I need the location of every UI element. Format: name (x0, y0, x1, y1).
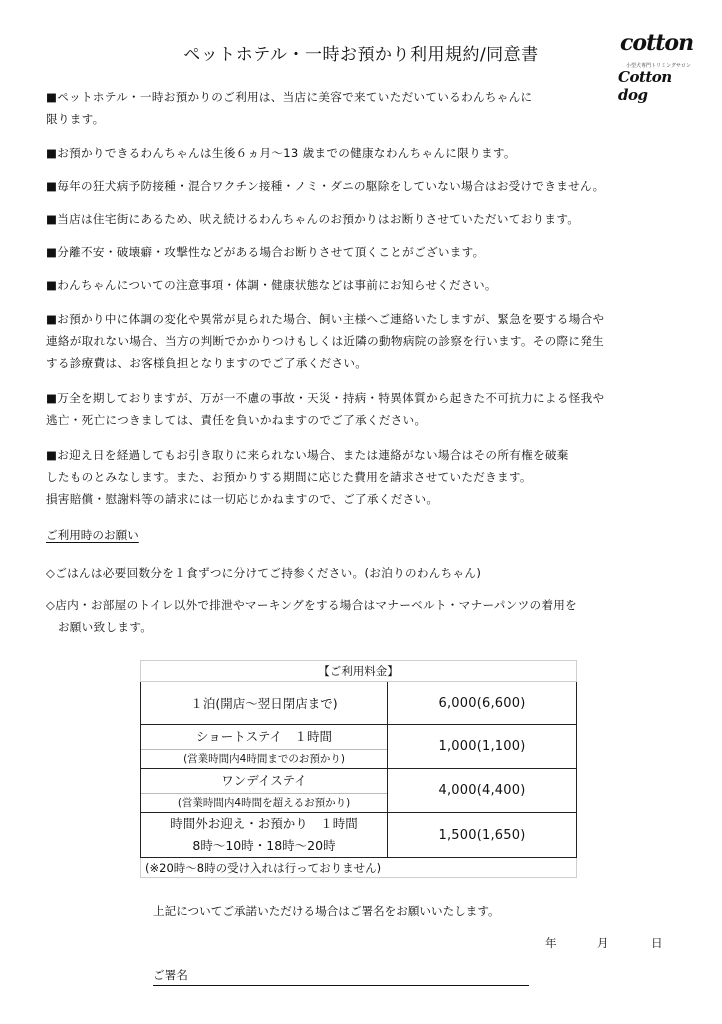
request-1: ◇ごはんは必要回数分を１食ずつに分けてご持参ください。(お泊りのわんちゃん) (46, 566, 482, 580)
date-year-label: 年 (545, 936, 557, 950)
requests-heading: ご利用時のお願い (46, 528, 139, 542)
rule-7: ■お預かり中に体調の変化や異常が見られた場合、飼い主様へご連絡いたしますが、緊急を要する場合や 連絡が取れない場合、当方の判断でかかりつけもしくは近隣の動物病院の診察を行います。その際に発生 する診療費は、お客様負担となりますのでご了承ください。 (46, 312, 605, 370)
rule-1: ■ペットホテル・一時お預かりのご利用は、当店に美容で来ていただいているわんちゃんに 限ります。 (46, 90, 533, 126)
logo-mark: cotton (620, 30, 694, 56)
page-title: ペットホテル・一時お預かり利用規約/同意書 (183, 45, 539, 65)
fee-name: １泊(開店〜翌日閉店まで) (141, 682, 388, 725)
signature-label: ご署名 (153, 968, 188, 982)
fee-subnote: (営業時間内4時間を超えるお預かり) (141, 793, 387, 812)
rule-8: ■万全を期しておりますが、万が一不慮の事故・天災・持病・特異体質から起きた不可抗力による怪我や 逃亡・死亡につきましては、責任を負いかねますのでご了承ください。 (46, 391, 605, 427)
signature-line[interactable] (153, 985, 529, 986)
fee-name: 時間外お迎え・お預かり １時間 (170, 816, 358, 831)
fee-table (140, 660, 577, 858)
date-day-label: 日 (651, 936, 663, 950)
table-row (141, 725, 577, 769)
rule-6: ■わんちゃんについての注意事項・体調・健康状態などは事前にお知らせください。 (46, 278, 497, 292)
fee-subnote: 8時〜10時・18時〜20時 (192, 838, 336, 853)
fee-price: 1,500(1,650) (388, 813, 577, 858)
fee-name-cell (141, 769, 388, 813)
table-row (141, 682, 577, 725)
rule-2: ■お預かりできるわんちゃんは生後６ヵ月〜13 歳までの健康なわんちゃんに限ります。 (46, 146, 516, 160)
table-row (141, 813, 577, 858)
fee-name-cell (141, 813, 388, 858)
fee-price: 6,000(6,600) (388, 682, 577, 725)
agreement-text: 上記についてご承諾いただける場合はご署名をお願いいたします。 (153, 904, 500, 918)
rule-9: ■お迎え日を経過してもお引き取りに来られない場合、または連絡がない場合はその所有権を破棄 したものとみなします。また、お預かりする期間に応じた費用を請求させていただきます。 損害賠償・慰謝料等の請求には一切応じかねますので、ご了承ください。 (46, 448, 569, 506)
logo-brand: Cotton dog (618, 68, 672, 104)
table-row (141, 769, 577, 813)
fee-price: 1,000(1,100) (388, 725, 577, 769)
fee-subnote: (営業時間内4時間までのお預かり) (141, 749, 387, 768)
logo (614, 24, 702, 104)
rule-4: ■当店は住宅街にあるため、吠え続けるわんちゃんのお預かりはお断りさせていただいております。 (46, 212, 580, 226)
request-2: ◇店内・お部屋のトイレ以外で排泄やマーキングをする場合はマナーベルト・マナーパンツの着用を お願い致します。 (46, 598, 578, 634)
fee-name: ワンデイステイ (221, 773, 307, 788)
logo-tagline: 小型犬専門トリミングサロン (626, 63, 691, 69)
fee-table-header: 【ご利用料金】 (141, 661, 577, 682)
fee-note: (※20時〜8時の受け入れは行っておりません) (140, 858, 577, 878)
fee-price: 4,000(4,400) (388, 769, 577, 813)
rule-5: ■分離不安・破壊癖・攻撃性などがある場合お断りさせて頂くことがございます。 (46, 245, 485, 259)
fee-name: ショートステイ １時間 (195, 729, 332, 744)
date-month-label: 月 (597, 936, 609, 950)
fee-name-cell (141, 725, 388, 769)
rule-3: ■毎年の狂犬病予防接種・混合ワクチン接種・ノミ・ダニの駆除をしていない場合はお受けできません。 (46, 179, 605, 193)
